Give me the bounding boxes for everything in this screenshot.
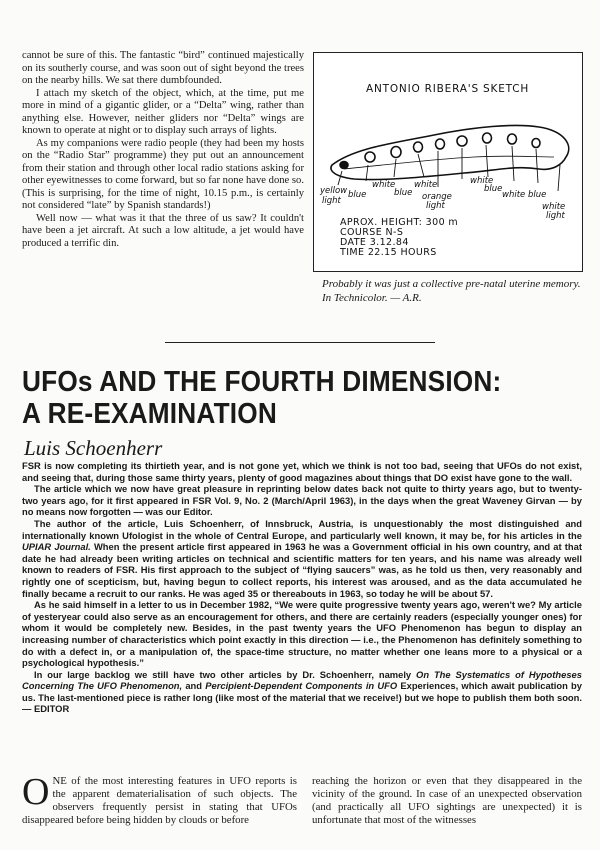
light-7 xyxy=(483,133,492,143)
light-3 xyxy=(391,147,401,158)
intro-paragraph: The article which we now have great pleasure in reprinting below dates back not quite to thirty years ago, but to twenty-two years ago, for it first appeared in FSR Vol. 9, No. 2 (March/April 1963), in the days when the great Waveney Girvan — by no means now forgotten — was our Editor. xyxy=(22,483,582,518)
article-body-left xyxy=(22,771,297,827)
label-orange-light-1: orange xyxy=(422,192,452,202)
sketch-figure xyxy=(313,52,583,272)
label-white: white xyxy=(502,190,526,200)
article-author: Luis Schoenherr xyxy=(24,436,163,460)
light-6 xyxy=(457,136,467,146)
light-4 xyxy=(414,142,423,152)
label-orange-light-2: light xyxy=(426,201,445,211)
body-text: NE of the most interesting features in UFO reports is the apparent dematerialisation of such objects. The observers frequently persist in stating that UFOs disappeared before being hidden by clouds or before xyxy=(22,775,297,826)
sketch-caption: Probably it was just a collective pre-natal uterine memory. In Technicolor. — A.R. xyxy=(322,278,581,304)
label-yellow-light-2: light xyxy=(322,196,341,206)
label-white: white xyxy=(372,180,396,190)
paragraph: cannot be sure of this. The fantastic “bird” continued majestically on its southerly course, and was soon out of sight beyond the trees on the nearby hills. We sat there dumbfounded. xyxy=(22,50,304,86)
paragraph: Well now — what was it that the three of us saw? It couldn't have been a jet aircraft. At such a low altitude, a jet would have produced a terrific din. xyxy=(22,212,304,249)
label-white-light-2: light xyxy=(546,211,565,221)
light-8 xyxy=(508,134,517,144)
light-9 xyxy=(532,139,540,148)
continued-article-column xyxy=(22,50,304,250)
article-body-right: reaching the horizon or even that they disappeared in the vicinity of the ground. In case of an unexpected observation (and practically all UFO sightings are unexpected) it is unfortunate that most of the witnesses xyxy=(312,775,582,826)
light-2 xyxy=(365,152,375,162)
journal-title: UPIAR Journal. xyxy=(22,541,91,553)
intro-paragraph: In our large backlog we still have two other articles by Dr. Schoenherr, namely On The Systematics of Hypotheses Concerning The UFO Phenomenon, and Percipient-Dependent Components in UFO Experiences, which await publication by us. The last-mentioned piece is rather long (like most of the material that we receive!) but we hope to publish them both soon. — EDITOR xyxy=(22,668,582,715)
sketch-title: ANTONIO RIBERA'S SKETCH xyxy=(366,83,530,95)
intro-paragraph: FSR is now completing its thirtieth year, and is not gone yet, which we think is not too bad, seeing that UFOs do not exist, and seeing that, during those same thirty years, plenty of good magazines about things that DO exist have gone to the wall. xyxy=(22,460,582,483)
paragraph: As my companions were radio people (they had been my hosts on the “Radio Star” programme) they put out an announcement from their station and through other local radio stations asking for other eyewitnesses to come forward, but so far none have done so. (This is surprising, for the time of night, 10.15 p.m., is certainly not considered “late” by Spanish standards!) xyxy=(22,137,304,211)
note-time: TIME 22.15 HOURS xyxy=(340,247,437,258)
label-blue: blue xyxy=(348,190,367,200)
article-title-ref: Percipient-Dependent Components in UFO xyxy=(205,680,398,692)
note-date: DATE 3.12.84 xyxy=(340,237,409,248)
intro-paragraph: As he said himself in a letter to us in December 1982, “We were quite progressive twenty years ago, weren't we? My article of yesteryear could also serve as an encouragement for others, and there are certainly readers (especially younger ones) for whom it would be completely new. Besides, in the past twenty years the UFO Phenomenon has begun to display an increasing number of characteristics which point exactly in this direction — i.e., the Phenomenon has definitely something to do with a defect in, or a manipulation of, the space-time structure, no matter whether one leans more to a physical or a psychological hypothesis.” xyxy=(22,599,582,669)
note-height: APROX. HEIGHT: 300 m xyxy=(340,217,459,228)
headline-line-2: A RE-EXAMINATION xyxy=(22,398,277,430)
label-blue: blue xyxy=(394,188,413,198)
ufo-lights xyxy=(340,133,540,169)
paragraph: I attach my sketch of the object, which, at the time, put me more in mind of a gigantic glider, or a “Delta” wing, rather than anything else. However, neither gliders nor “Delta” wings are known to operate at night or to display such arrays of lights. xyxy=(22,87,304,136)
drop-cap: O xyxy=(22,771,50,813)
note-course: COURSE N-S xyxy=(340,227,404,238)
label-white: white xyxy=(470,176,494,186)
light-5 xyxy=(436,139,445,149)
headline-line-1: UFOs AND THE FOURTH DIMENSION: xyxy=(22,366,502,398)
label-blue: blue xyxy=(528,190,547,200)
ufo-sketch-drawing xyxy=(314,53,582,271)
label-white: white xyxy=(414,180,438,190)
label-white-light-1: white xyxy=(542,202,566,212)
light-1 xyxy=(340,162,348,169)
article-headline xyxy=(22,366,546,430)
editorial-intro xyxy=(22,460,582,715)
label-blue: blue xyxy=(484,184,503,194)
intro-paragraph: The author of the article, Luis Schoenherr, of Innsbruck, Austria, is unquestionably the most distinguished and internationally known Ufologist in the whole of Central Europe, and particularly well known, it may be, for his articles in the UPIAR Journal. When the present article first appeared in 1963 he was a Government official in his own country, and at that date he had already been writing articles on technical and scientific matters for ten years, and his name was already well known to readers of FSR. His first approach to the subject of “flying saucers” was, as he told us then, very reasonably and rightly one of scepticism, but, having begun to collect reports, his interest was aroused, and as the data accumulated he finally became a recruit to our ranks. He was aged 35 or thereabouts in 1963, so today he will be about 57. xyxy=(22,517,582,599)
label-yellow-light-1: yellow xyxy=(320,186,348,196)
section-divider xyxy=(165,342,435,343)
article-title-ref: On The Systematics of Hypotheses Concerning The UFO Phenomenon, xyxy=(22,668,582,692)
